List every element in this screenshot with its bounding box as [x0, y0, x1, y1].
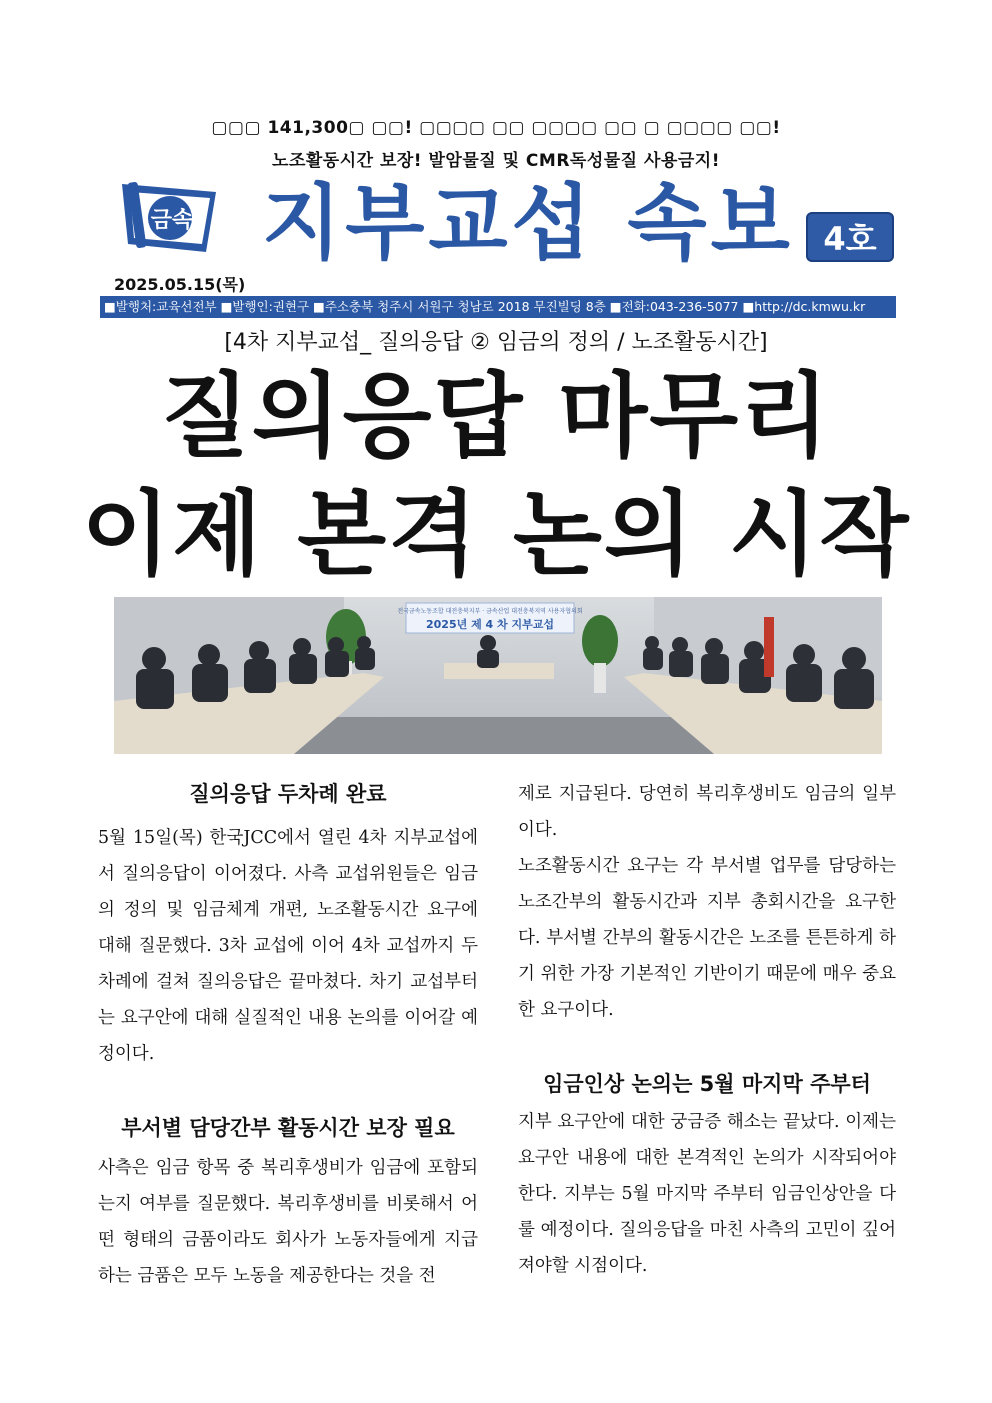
logo-text: 금속 — [150, 208, 194, 233]
section-body-qa-complete: 5월 15일(목) 한국JCC에서 열린 4차 지부교섭에서 질의응답이 이어졌다. 사측 교섭위원들은 임금의 정의 및 임금체계 개편, 노조활동시간 요구에 대해 질문했다. 3차 교섭에 이어 4차 교섭까지 두차례에 걸쳐 질의응답은 끝마쳤다. 차기 교섭부터는 요구안에 대해 실질적인 내용 논의를 이어갈 예정이다. — [98, 828, 478, 1064]
headline-line-2: 이제 본격 논의 시작 — [81, 481, 911, 588]
masthead-title: 지부교섭 속보 — [262, 176, 794, 271]
headline-line-1: 질의응답 마무리 — [160, 363, 832, 470]
slogan-line-2: 노조활동시간 보장! 발암물질 및 CMR독성물질 사용금지! — [272, 151, 720, 171]
section-title-qa-complete: 질의응답 두차례 완료 — [189, 782, 387, 806]
union-logo — [118, 178, 224, 258]
photo-banner-line-1: 전국금속노동조합 대전충북지부 · 금속산업 대전충북지역 사용자협의회 — [397, 608, 583, 615]
right-column — [518, 776, 896, 1284]
section-title-wage-talks: 임금인상 논의는 5월 마지막 주부터 — [543, 1072, 871, 1096]
section-title-activity-time: 부서별 담당간부 활동시간 보장 필요 — [121, 1116, 455, 1140]
section-body-activity-time-part2: 제로 지급된다. 당연히 복리후생비도 임금의 일부이다. — [518, 784, 896, 840]
publisher-info-bar: ■발행처:교육선전부 ■발행인:권현구 ■주소충북 청주시 서원구 청남로 2018 무진빌딩 8층 ■전화:043-236-5077 ■http://dc.kmwu.kr — [100, 296, 896, 318]
section-body-activity-time-part1: 사측은 임금 항목 중 복리후생비가 임금에 포함되는지 여부를 질문했다. 복리후생비를 비롯해서 어떤 형태의 금품이라도 회사가 노동자들에게 지급하는 금품은 모두 노동을 제공한다는 것을 전 — [98, 1158, 478, 1286]
issue-date: 2025.05.15(목) — [114, 275, 246, 294]
section-body-wage-talks: 지부 요구안에 대한 궁금증 해소는 끝났다. 이제는 요구안 내용에 대한 본격적인 논의가 시작되어야 한다. 지부는 5월 마지막 주부터 임금인상안을 다룰 예정이다. 질의응답을 마친 사측의 고민이 깊어져야할 시점이다. — [518, 1112, 896, 1276]
left-column — [98, 778, 478, 1294]
section-body-activity-time-part3: 노조활동시간 요구는 각 부서별 업무를 담당하는 노조간부의 활동시간과 지부 총회시간을 요구한다. 부서별 간부의 활동시간은 노조를 튼튼하게 하기 위한 가장 기본적인 기반이기 때문에 매우 중요한 요구이다. — [518, 856, 896, 1020]
issue-badge: 4호 — [806, 212, 894, 262]
slogan-line-1: ▢▢▢ 141,300▢ ▢▢! ▢▢▢▢ ▢▢ ▢▢▢▢ ▢▢ ▢ ▢▢▢▢ ▢▢! — [211, 118, 781, 138]
photo-banner-line-2: 2025년 제 4 차 지부교섭 — [426, 618, 554, 631]
meeting-photo — [114, 597, 882, 754]
subheadline: [4차 지부교섭_ 질의응답 ② 임금의 정의 / 노조활동시간] — [224, 330, 768, 355]
